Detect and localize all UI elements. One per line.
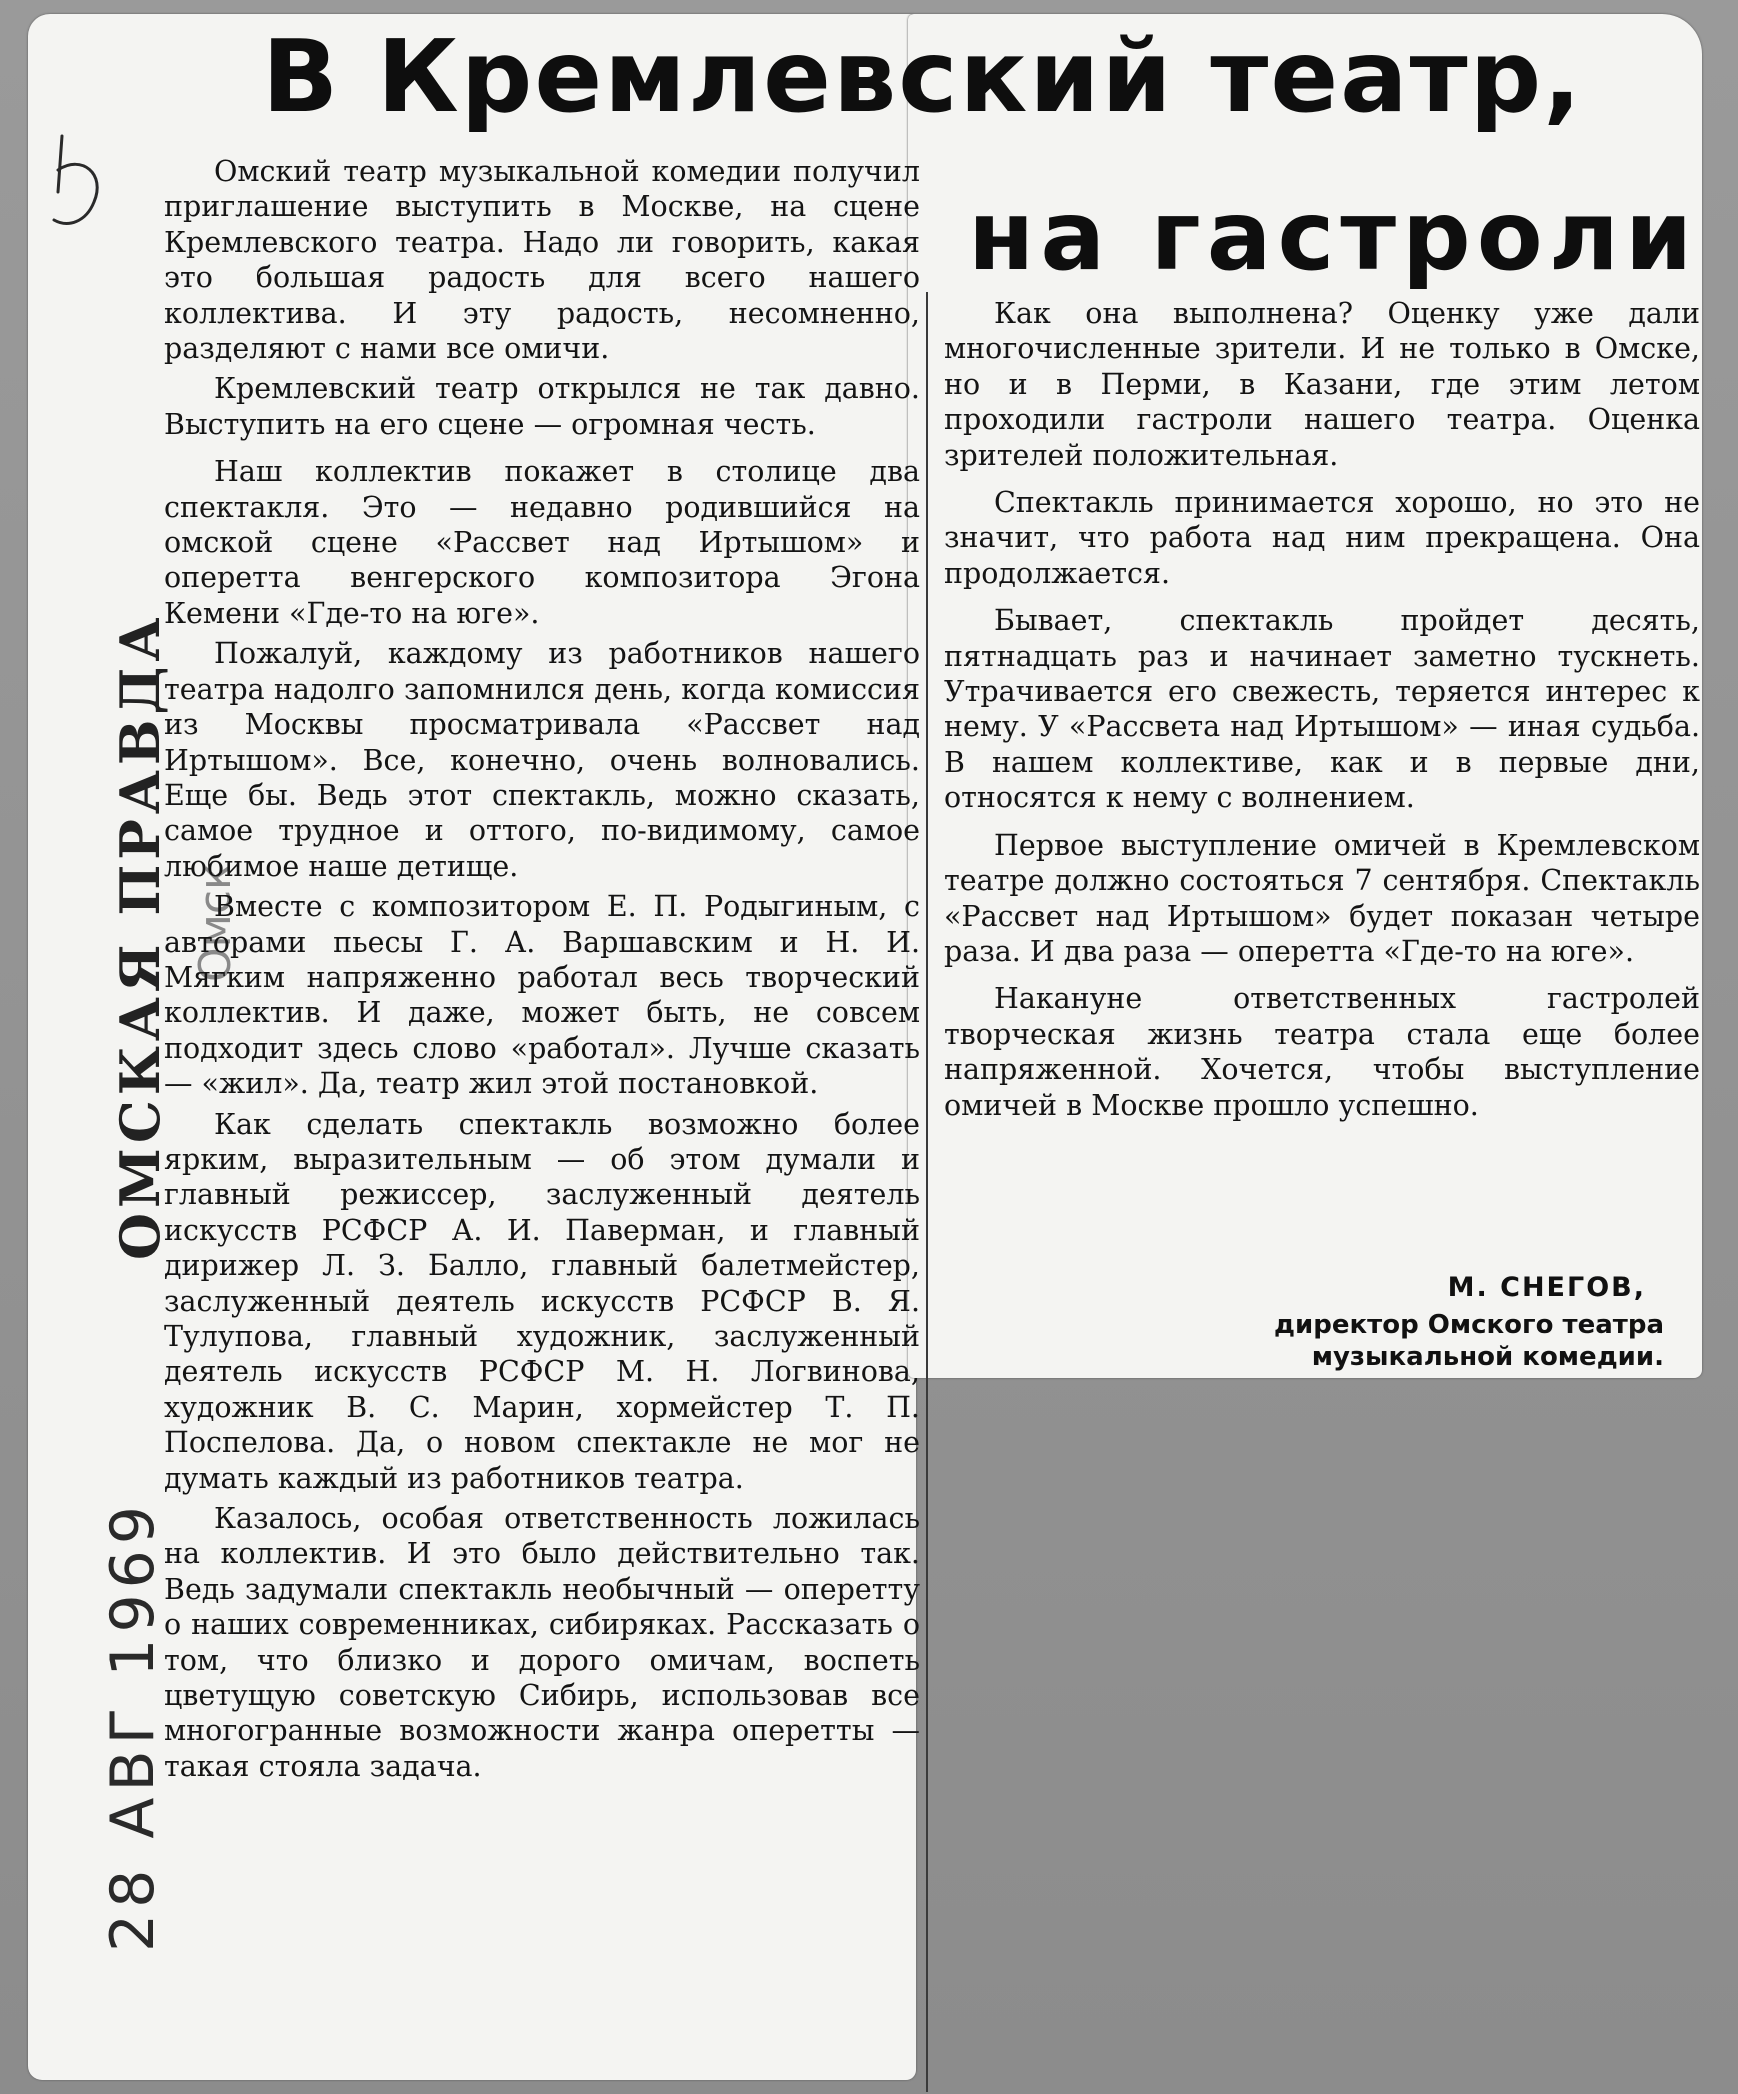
article-column-right: [944, 296, 1700, 1135]
paragraph: Пожалуй, каждому из работников нашего театра надолго запомнился день, когда комиссия из Москвы просматривала «Рассвет над Иртышом». Все, конечно, очень волновались. Еще бы. Ведь этот спектакль, можно сказать, самое трудное и оттого, по-видимому, самое любимое наше детище.: [164, 637, 920, 883]
headline-line-2: на гастроли: [968, 180, 1699, 292]
author-title-line-2: музыкальной комедии.: [1311, 1342, 1664, 1372]
paragraph: Спектакль принимается хорошо, но это не значит, что работа над ним прекращена. Она продолжается.: [944, 486, 1700, 590]
date-stamp: 28 АВГ 1969: [98, 1500, 168, 1952]
paragraph: Вместе с композитором Е. П. Родыгиным, с авторами пьесы Г. А. Варшавским и Н. И. Мягким напряженно работал весь творческий коллектив. И даже, может быть, не совсем подходит здесь слово «работал». Лучше сказать — «жил». Да, театр жил этой постановкой.: [164, 890, 920, 1101]
column-divider: [926, 292, 928, 2092]
author-name: М. СНЕГОВ,: [1447, 1272, 1646, 1303]
signature-block: [944, 1272, 1664, 1373]
article-column-left: [164, 154, 920, 1789]
city-stamp: Омск: [190, 863, 241, 982]
author-title-line-1: директор Омского театра: [1274, 1310, 1664, 1340]
paragraph: Бывает, спектакль пройдет десять, пятнадцать раз и начинает заметно тускнеть. Утрачивается его свежесть, теряется интерес к нему. У «Рассвета над Иртышом» — иная судьба. В нашем коллективе, как и в первые дни, относятся к нему с волнением.: [944, 604, 1700, 815]
paragraph: Как она выполнена? Оценку уже дали многочисленные зрители. И не только в Омске, но и в Перми, в Казани, где этим летом проходили гастроли нашего театра. Оценка зрителей положительная.: [944, 297, 1700, 472]
paragraph: Казалось, особая ответственность ложилась на коллектив. И это было действительно так. Ведь задумали спектакль необычный — оперетту о наших современниках, сибиряках. Рассказать о том, что близко и дорого омичам, воспеть цветущую советскую Сибирь, использовав все многогранные возможности жанра оперетты — такая стояла задача.: [164, 1502, 920, 1783]
paragraph: Как сделать спектакль возможно более ярким, выразительным — об этом думали и главный режиссер, заслуженный деятель искусств РСФСР А. И. Паверман, и главный дирижер Л. З. Балло, главный балетмейстер, заслуженный деятель искусств РСФСР В. Я. Тулупова, главный художник, заслуженный деятель искусств РСФСР М. Н. Логвинова, художник В. С. Марин, хормейстер Т. П. Поспелова. Да, о новом спектакле не мог не думать каждый из работников театра.: [164, 1107, 920, 1495]
paragraph: Наш коллектив покажет в столице два спектакля. Это — недавно родившийся на омской сцене «Рассвет над Иртышом» и оперетта венгерского композитора Эгона Кемени «Где-то на юге».: [164, 455, 920, 630]
paragraph: Накануне ответственных гастролей творческая жизнь театра стала еще более напряженной. Хочется, чтобы выступление омичей в Москве прошло успешно.: [944, 982, 1700, 1122]
handwritten-mark: [48, 130, 118, 240]
paragraph: Кремлевский театр открылся не так давно. Выступить на его сцене — огромная честь.: [164, 372, 920, 441]
newspaper-name-stamp: ОМСКАЯ ПРАВДА: [108, 612, 172, 1260]
paragraph: Омский театр музыкальной комедии получил приглашение выступить в Москве, на сцене Кремлевского театра. Надо ли говорить, какая это большая радость для всего нашего коллектива. И эту радость, несомненно, разделяют с нами все омичи.: [164, 155, 920, 366]
headline-line-1: В Кремлевский театр,: [262, 18, 1584, 135]
paragraph: Первое выступление омичей в Кремлевском театре должно состояться 7 сентября. Спектакль «Рассвет над Иртышом» будет показан четыре раза. И два раза — оперетта «Где-то на юге».: [944, 828, 1700, 968]
